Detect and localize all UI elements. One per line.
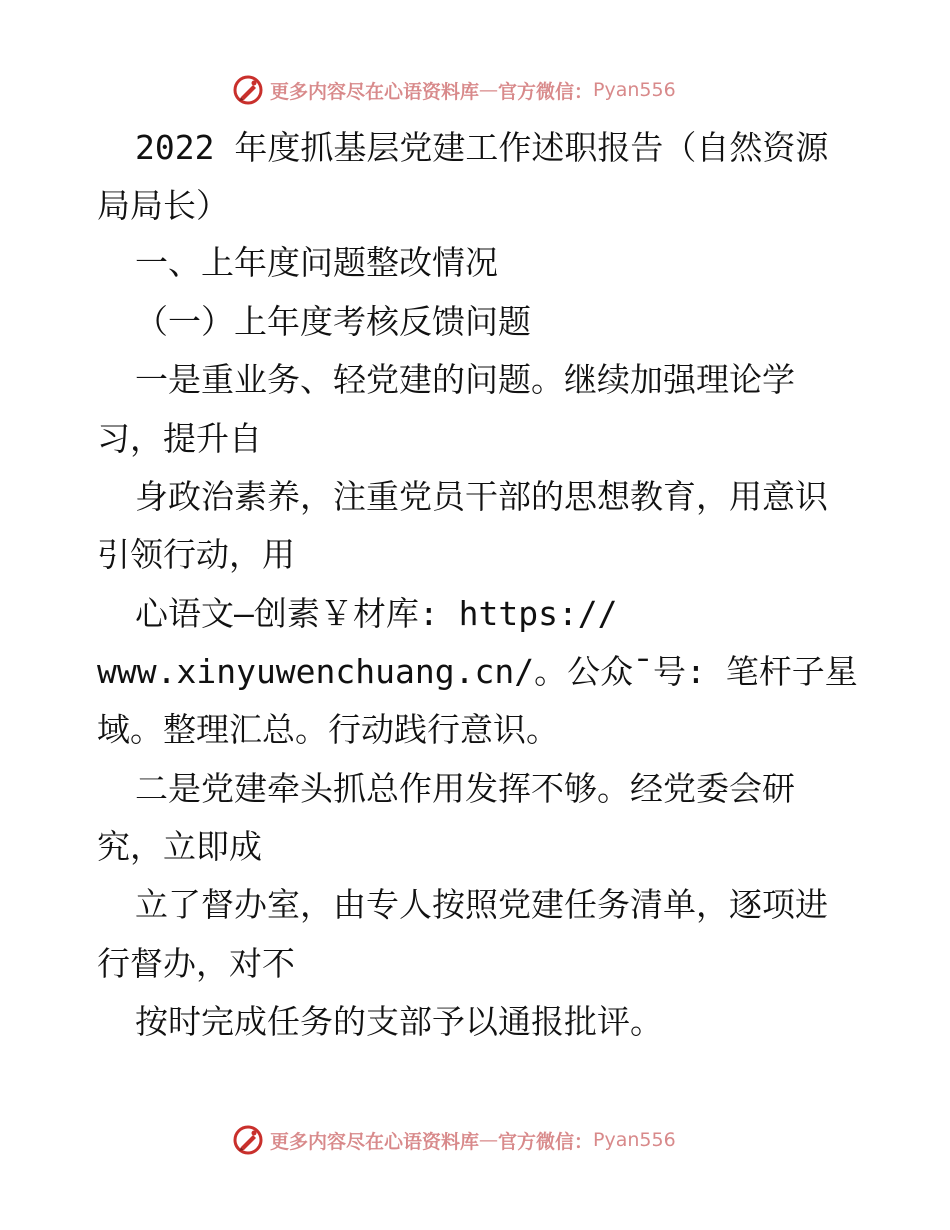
paragraph-line: 引领行动，用 [97, 535, 295, 574]
pen-logo-icon [232, 74, 264, 106]
paragraph-line: 一是重业务、轻党建的问题。继续加强理论学 [135, 360, 795, 399]
watermark-separator: — [479, 79, 499, 101]
watermark-label: 官方微信： [498, 80, 594, 103]
watermark-wechat-id: Pyan556 [593, 1129, 676, 1151]
paragraph-line: 究，立即成 [97, 827, 262, 866]
pen-logo-icon [232, 1124, 264, 1156]
paragraph-line: www.xinyuwenchuang.cn/。公众¯号: 笔杆子星 [97, 652, 858, 691]
paragraph-line: 按时完成任务的支部予以通报批评。 [135, 1002, 663, 1041]
paragraph-line: 身政治素养，注重党员干部的思想教育，用意识 [135, 477, 828, 516]
watermark-separator: — [479, 1129, 499, 1151]
document-title-line-1: 2022 年度抓基层党建工作述职报告（自然资源 [135, 128, 829, 167]
watermark-label: 官方微信： [498, 1130, 594, 1153]
document-title-line-2: 局局长） [97, 186, 229, 225]
watermark-text: 更多内容尽在心语资料库 [270, 80, 480, 103]
paragraph-line: 心语文—创素￥材库: https:// [135, 594, 618, 633]
paragraph-line: 习，提升自 [97, 419, 262, 458]
watermark-banner-bottom [232, 1122, 676, 1158]
watermark-text: 更多内容尽在心语资料库 [270, 1130, 480, 1153]
paragraph-line: 二是党建牵头抓总作用发挥不够。经党委会研 [135, 769, 795, 808]
section-heading: 一、上年度问题整改情况 [135, 243, 498, 282]
paragraph-line: 立了督办室，由专人按照党建任务清单，逐项进 [135, 885, 828, 924]
watermark-banner-top [232, 72, 676, 108]
watermark-wechat-id: Pyan556 [593, 79, 676, 101]
subsection-heading: （一）上年度考核反馈问题 [135, 302, 531, 341]
paragraph-line: 域。整理汇总。行动践行意识。 [97, 710, 559, 749]
paragraph-line: 行督办，对不 [97, 944, 295, 983]
